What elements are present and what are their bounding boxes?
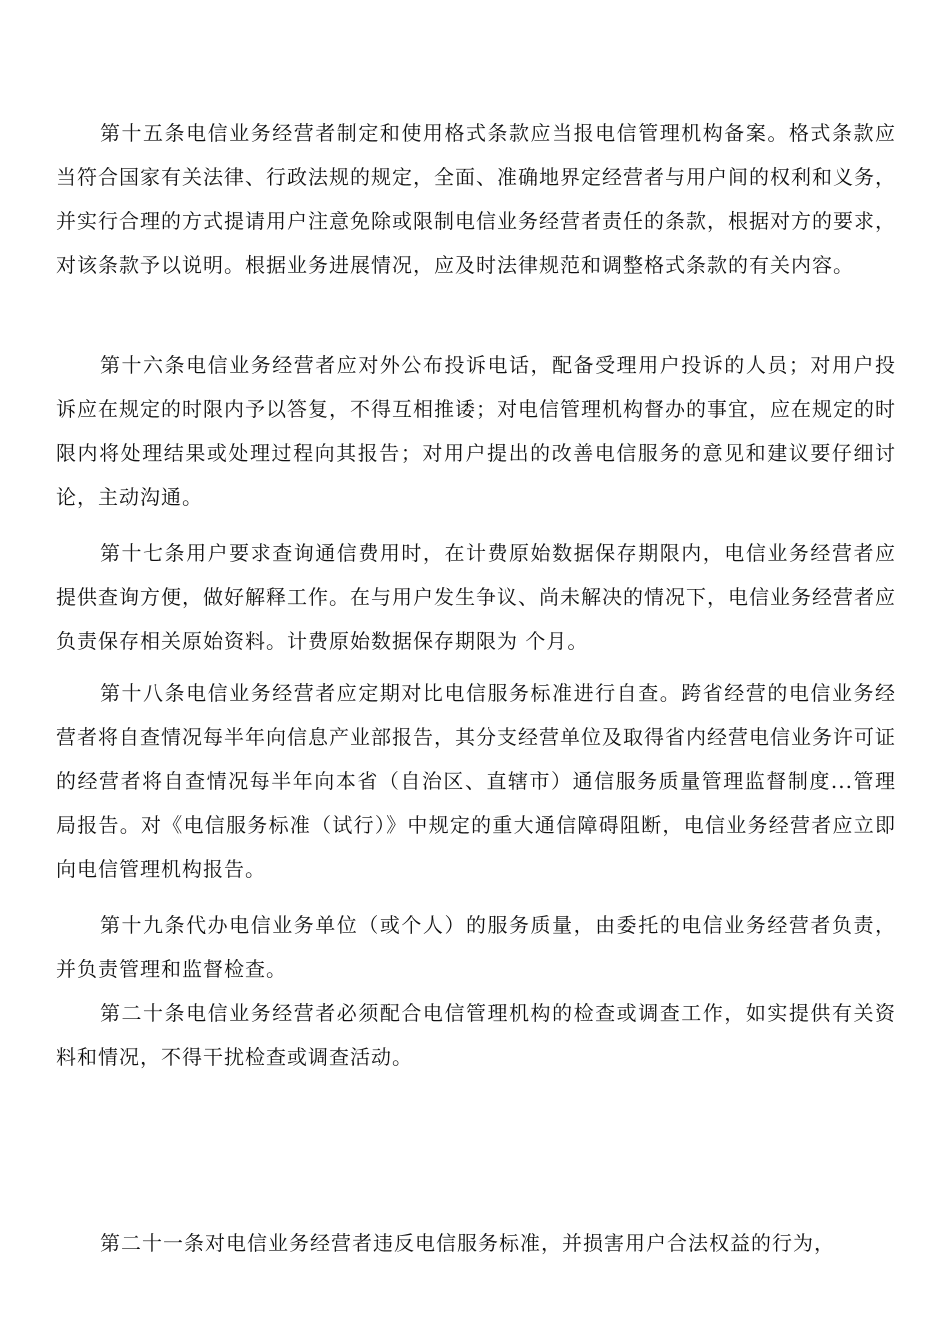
article-15-paragraph: 第十五条电信业务经营者制定和使用格式条款应当报电信管理机构备案。格式条款应当符合国家有关法律、行政法规的规定，全面、准确地界定经营者与用户间的权利和义务，并实行合理的方式提请用户注意免除或限制电信业务经营者责任的条款，根据对方的要求，对该条款予以说明。根据业务进展情况，应及时法律规范和调整格式条款的有关内容。 (56, 121, 896, 277)
article-19-paragraph: 第十九条代办电信业务单位（或个人）的服务质量，由委托的电信业务经营者负责，并负责管理和监督检查。 (56, 913, 896, 981)
article-18-paragraph: 第十八条电信业务经营者应定期对比电信服务标准进行自查。跨省经营的电信业务经营者将自查情况每半年向信息产业部报告，其分支经营单位及取得省内经营电信业务许可证的经营者将自查情况每半年向本省（自治区、直辖市）通信服务质量管理监督制度...管理局报告。对《电信服务标准（试行）》中规定的重大通信障碍阻断，电信业务经营者应立即向电信管理机构报告。 (56, 681, 896, 881)
article-16-paragraph: 第十六条电信业务经营者应对外公布投诉电话，配备受理用户投诉的人员；对用户投诉应在规定的时限内予以答复，不得互相推诿；对电信管理机构督办的事宜，应在规定的时限内将处理结果或处理过程向其报告；对用户提出的改善电信服务的意见和建议要仔细讨论，主动沟通。 (56, 353, 896, 509)
article-21-paragraph: 第二十一条对电信业务经营者违反电信服务标准，并损害用户合法权益的行为， (100, 1231, 835, 1255)
article-20-paragraph: 第二十条电信业务经营者必须配合电信管理机构的检查或调查工作，如实提供有关资料和情况，不得干扰检查或调查活动。 (56, 1001, 896, 1069)
article-17-paragraph: 第十七条用户要求查询通信费用时，在计费原始数据保存期限内，电信业务经营者应提供查询方便，做好解释工作。在与用户发生争议、尚未解决的情况下，电信业务经营者应负责保存相关原始资料。计费原始数据保存期限为 个月。 (56, 541, 896, 653)
